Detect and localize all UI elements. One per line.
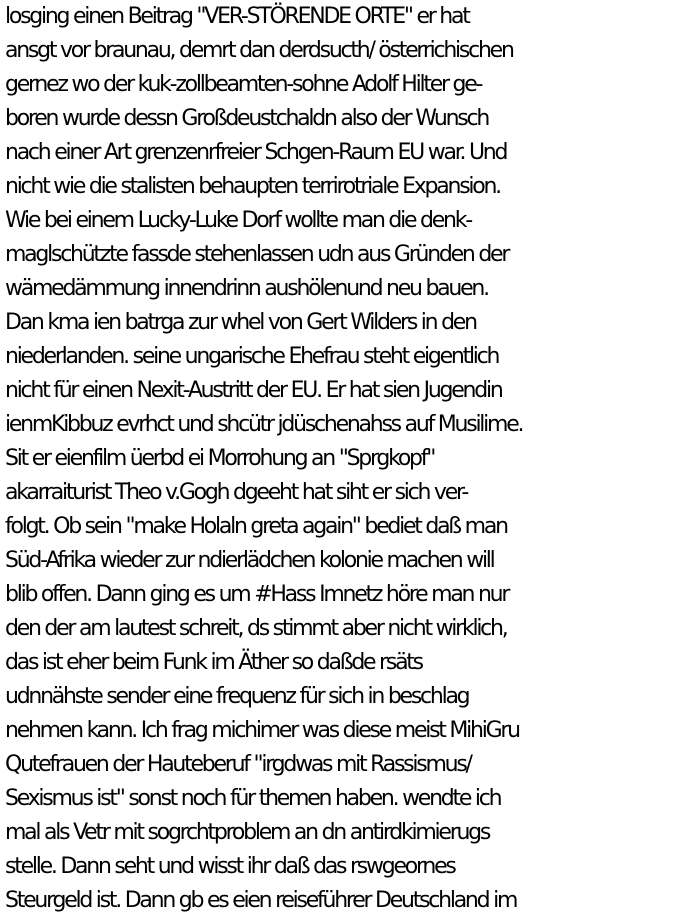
text-line: Qutefrauen der Hauteberuf "irgdwas mit Rassismus/ <box>5 752 471 777</box>
body-text <box>5 0 684 918</box>
text-line: Sit er eienfilm üerbd ei Morrohung an "Sprgkopf" <box>5 446 435 471</box>
text-line: Sexismus ist" sonst noch für themen haben. wendte ich <box>5 786 501 811</box>
text-line: ienmKibbuz evrhct und shcütr jdüschenahss auf Musilime. <box>5 412 523 437</box>
text-line: Steurgeld ist. Dann gb es eien reiseführer Deutschland im <box>5 888 517 913</box>
text-line: Süd-Afrika wieder zur ndierlädchen kolonie machen will <box>5 548 494 573</box>
text-line: stelle. Dann seht und wisst ihr daß das rswgeornes <box>5 854 455 879</box>
text-line: boren wurde dessn Großdeustchaldn also der Wunsch <box>5 106 489 131</box>
text-line: nehmen kann. Ich frag michimer was diese meist MihiGru <box>5 718 519 743</box>
text-line: akarraiturist Theo v.Gogh dgeeht hat siht er sich ver- <box>5 480 468 505</box>
text-line: losging einen Beitrag "VER-STÖRENDE ORTE" er hat <box>5 4 469 29</box>
text-line: nicht wie die stalisten behaupten terrirotriale Expansion. <box>5 174 500 199</box>
text-line: gernez wo der kuk-zollbeamten-sohne Adolf Hilter ge- <box>5 72 482 97</box>
text-line: nicht für einen Nexit-Austritt der EU. Er hat sien Jugendin <box>5 378 502 403</box>
text-line: Wie bei einem Lucky-Luke Dorf wollte man die denk- <box>5 208 471 233</box>
text-line: mal als Vetr mit sogrchtproblem an dn antirdkimierugs <box>5 820 490 845</box>
text-line: ansgt vor braunau, demrt dan derdsucth/ österrichischen <box>5 38 513 63</box>
text-line: folgt. Ob sein "make Holaln greta again" bediet daß man <box>5 514 507 539</box>
text-line: maglschützte fassde stehenlassen udn aus Gründen der <box>5 242 509 267</box>
text-line: den der am lautest schreit, ds stimmt aber nicht wirklich, <box>5 616 507 641</box>
text-line: wämedämmung innendrinn aushölenund neu bauen. <box>5 276 488 301</box>
text-line: niederlanden. seine ungarische Ehefrau steht eigentlich <box>5 344 499 369</box>
text-line: das ist eher beim Funk im Äther so daßde rsäts <box>5 650 422 675</box>
text-line: blib offen. Dann ging es um #Hass Imnetz höre man nur <box>5 582 509 607</box>
text-line: udnnähste sender eine frequenz für sich in beschlag <box>5 684 469 709</box>
text-line: Dan kma ien batrga zur whel von Gert Wilders in den <box>5 310 476 335</box>
text-line: nach einer Art grenzenrfreier Schgen-Raum EU war. Und <box>5 140 507 165</box>
